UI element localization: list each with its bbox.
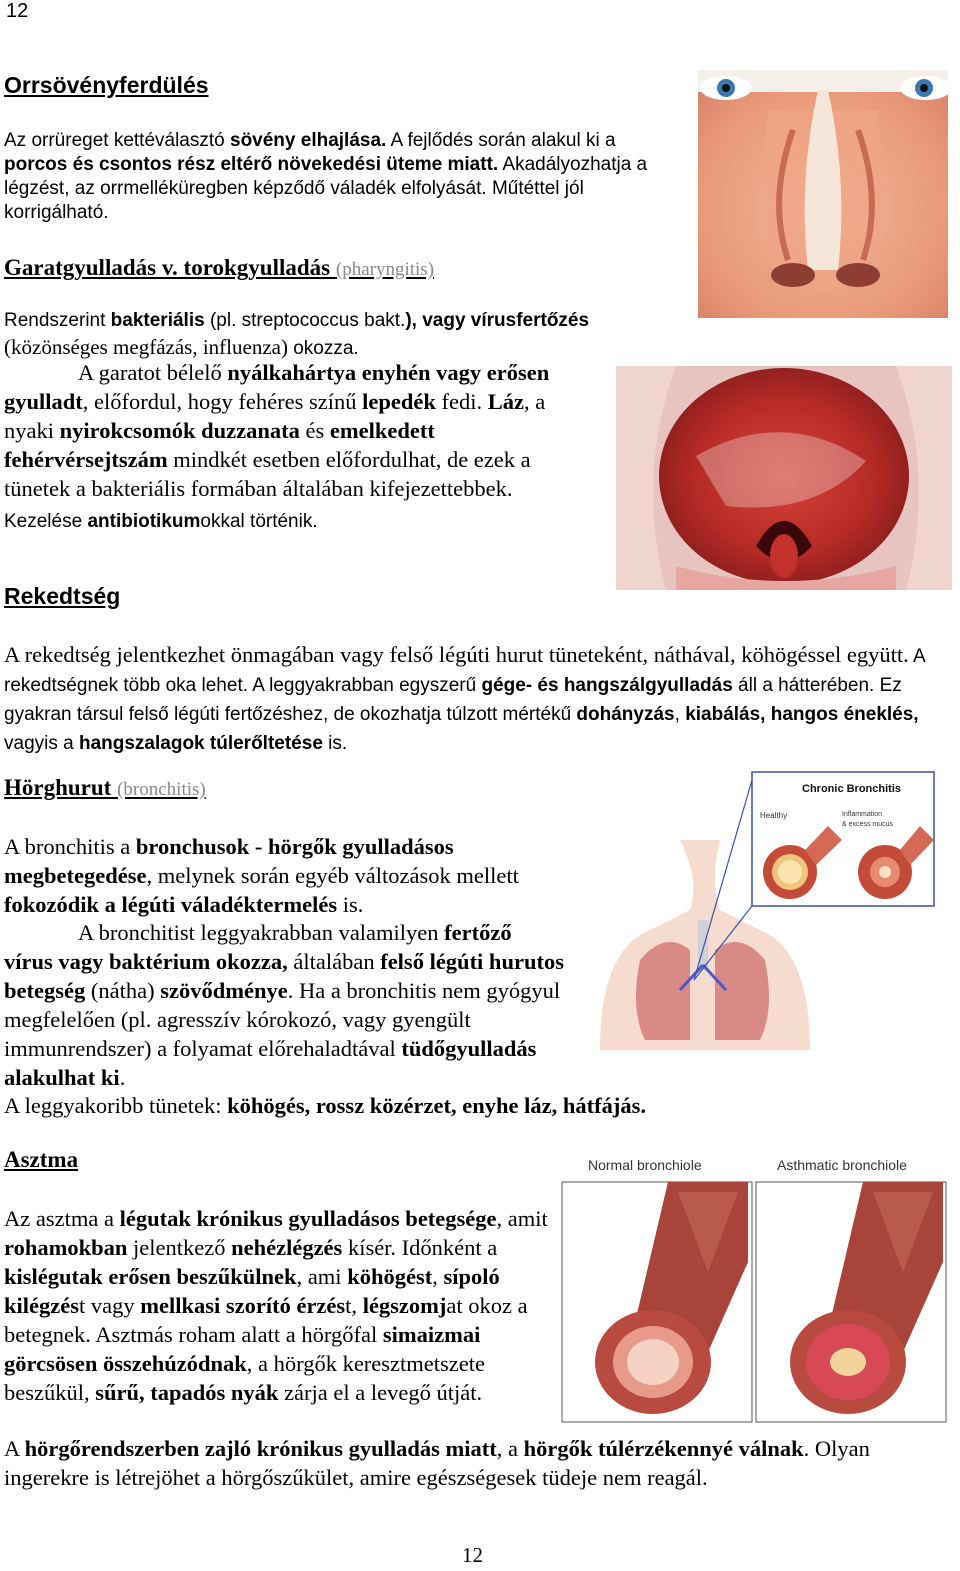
page-number-bottom: 12 — [462, 1543, 483, 1567]
paragraph-asztma-2 — [4, 1434, 949, 1492]
text: fedi. — [435, 389, 488, 414]
paragraph-orrsoveny — [4, 129, 684, 225]
text: at okoz a betegnek. Asztmás roham alatt a hörgőfal — [4, 1293, 528, 1347]
text-bold: sövény elhajlása. — [230, 130, 387, 151]
section-title-asztma: Asztma — [4, 1147, 79, 1172]
text-bold: szövődménye — [160, 978, 288, 1003]
text: kísér. Időnként a — [342, 1235, 498, 1260]
nose-septum-illustration — [698, 70, 948, 318]
paragraph-asztma-1 — [4, 1204, 549, 1407]
paragraph-garat-2 — [4, 358, 584, 536]
text-bold: légszomj — [362, 1293, 447, 1318]
asthma-bronchiole-illustration — [558, 1152, 948, 1424]
text: A leggyakoribb tünetek: — [4, 1093, 228, 1118]
text-bold: nyirokcsomók duzzanata — [59, 418, 300, 443]
text: vagyis a — [4, 733, 79, 754]
text-bold: hörgőrendszerben zajló krónikus gyulladás miatt — [24, 1436, 497, 1461]
text: okozza. — [287, 338, 359, 359]
text-bold: simaizmai görcsösen összehúzódnak — [4, 1322, 481, 1376]
text-bold: hörgők túlérzékennyé válnak — [523, 1436, 804, 1461]
page-number-top: 12 — [6, 0, 29, 22]
text: , amit — [496, 1206, 548, 1231]
text: is. — [322, 733, 348, 754]
text: , melynek során egyéb változások mellett — [146, 863, 519, 888]
text-bold: felső légúti hurutos betegség — [4, 949, 564, 1003]
text-bold: nyálkahártya enyhén vagy erősen gyulladt — [4, 360, 550, 414]
text: A fejlődés során alakul ki a — [386, 130, 616, 151]
text: és — [299, 418, 330, 443]
paragraph-horghurut-3 — [4, 1091, 944, 1120]
text-bold: sűrű, tapadós nyák — [95, 1380, 279, 1405]
text: mindkét esetben előfordulhat, de ezek a tünetek a bakteriális formában általában kifejezettebbek. — [4, 447, 531, 501]
text-bold: mellkasi szorító érzés — [140, 1293, 346, 1318]
inflamed-label-1: Inflammation — [842, 811, 883, 818]
text-bold: porcos és csontos rész eltérő növekedési üteme miatt. — [4, 154, 499, 175]
text: Az orrüreget kettéválasztó — [4, 130, 230, 151]
paragraph-garat-1 — [4, 306, 684, 362]
text-bold: ), vagy vírusfertőzés — [405, 310, 590, 331]
text-sans: okkal történik. — [200, 511, 318, 532]
text: , a nyaki — [4, 389, 546, 443]
text: , a — [496, 1436, 524, 1461]
paragraph-horghurut-2 — [4, 918, 564, 1092]
throat-photo — [616, 366, 952, 590]
text-sans: Kezelése — [4, 511, 88, 532]
healthy-label: Healthy — [760, 811, 788, 820]
text: . Olyan ingerekre is létrejöhet a hörgőszűkület, amire egészségesek tüdeje nem reagál. — [4, 1436, 870, 1490]
text: A — [4, 1436, 25, 1461]
text-bold: fertőző vírus vagy baktérium okozza, — [4, 920, 512, 974]
text: A rekedtségnek több oka lehet. A leggyakrabban egyszerű — [4, 646, 925, 696]
asthmatic-bronchiole-label: Asthmatic bronchiole — [777, 1157, 907, 1173]
text: A bronchitis a — [4, 834, 136, 859]
text: , előfordul, hogy fehéres színű — [82, 389, 363, 414]
text-bold: tüdőgyulladás alakulhat ki — [4, 1036, 537, 1090]
text: általában — [287, 949, 381, 974]
text: A rekedtség jelentkezhet önmagában vagy felső légúti hurut tüneteként, náthával, köhögéssel együtt. — [4, 642, 909, 667]
text: Akadályozhatja a légzést, az orrmelléküregben képződő váladék elfolyását. Műtéttel jól korrigálható. — [4, 154, 648, 223]
text: jelentkező — [127, 1235, 232, 1260]
text-bold: bakteriális — [110, 310, 205, 331]
text: (pl. streptococcus bakt. — [204, 310, 406, 331]
paragraph-horghurut-1 — [4, 832, 544, 919]
text-bold: Láz — [487, 389, 524, 414]
text: Az asztma a — [4, 1206, 120, 1231]
text-bold: rohamokban — [4, 1235, 128, 1260]
text: , a hörgők keresztmetszete beszűkül, — [4, 1351, 485, 1405]
title-text: Garatgyulladás v. torokgyulladás — [4, 255, 336, 280]
inflamed-label-2: & excess mucus — [842, 821, 893, 828]
text: , — [674, 704, 686, 725]
section-title-orrsoveny: Orrsövényferdülés — [4, 72, 209, 98]
text-bold-sans: antibiotikum — [87, 511, 201, 532]
section-title-garatgyulladas — [4, 255, 434, 281]
text-bold: köhögés, rossz közérzet, enyhe láz, hátfájás. — [227, 1093, 646, 1118]
text-bold: kislégutak erősen beszűkülnek — [4, 1264, 297, 1289]
text: is. — [337, 892, 364, 917]
text: t, — [345, 1293, 363, 1318]
text-bold: bronchusok - hörgők gyulladásos megbetegedése — [4, 834, 454, 888]
text-bold: dohányzás — [576, 704, 675, 725]
section-title-horghurut — [4, 775, 206, 801]
text-bold: emelkedett fehérvérsejtszám — [4, 418, 435, 472]
text: t vagy — [78, 1293, 141, 1318]
text: , ami — [296, 1264, 348, 1289]
text: . — [119, 1065, 126, 1090]
text: áll a hátterében. Ez gyakran társul felső légúti fertőzéshez, de okozhatja túlzott mértékű — [4, 675, 902, 725]
normal-bronchiole-label: Normal bronchiole — [588, 1157, 702, 1173]
text-bold: kiabálás, hangos éneklés, — [685, 704, 919, 725]
chronic-bronchitis-title: Chronic Bronchitis — [802, 783, 902, 795]
text-bold: légutak krónikus gyulladásos betegsége — [119, 1206, 497, 1231]
text: zárja el a levegő útját. — [278, 1380, 483, 1405]
text-bold: fokozódik a légúti váladéktermelés — [4, 892, 338, 917]
text: . Ha a bronchitis nem gyógyul megfelelően (pl. agresszív kórokozó, vagy gyengült immunrendszer) a folyamat előrehaladtával — [4, 978, 561, 1061]
text-serif: (közönséges megfázás, influenza) — [4, 335, 288, 359]
text-bold: gége- és hangszálgyulladás — [481, 675, 733, 696]
text: , — [432, 1264, 444, 1289]
title-text: Hörghurut — [4, 775, 118, 800]
text-bold: hangszalagok túlerőltetése — [78, 733, 323, 754]
bronchitis-illustration — [580, 760, 942, 1050]
title-note: (pharyngitis) — [335, 259, 435, 280]
text-bold: nehézlégzés — [231, 1235, 343, 1260]
text-bold: sípoló kilégzés — [4, 1264, 500, 1318]
section-title-rekedtseg: Rekedtség — [4, 583, 121, 609]
text-bold: lepedék — [362, 389, 436, 414]
text: A garatot bélelő — [78, 360, 228, 385]
text: Rendszerint — [4, 310, 111, 331]
text: A bronchitist leggyakrabban valamilyen — [78, 920, 445, 945]
text: (nátha) — [85, 978, 161, 1003]
paragraph-rekedtseg — [4, 640, 949, 756]
title-note: (bronchitis) — [117, 779, 206, 800]
text-bold: köhögést — [347, 1264, 433, 1289]
